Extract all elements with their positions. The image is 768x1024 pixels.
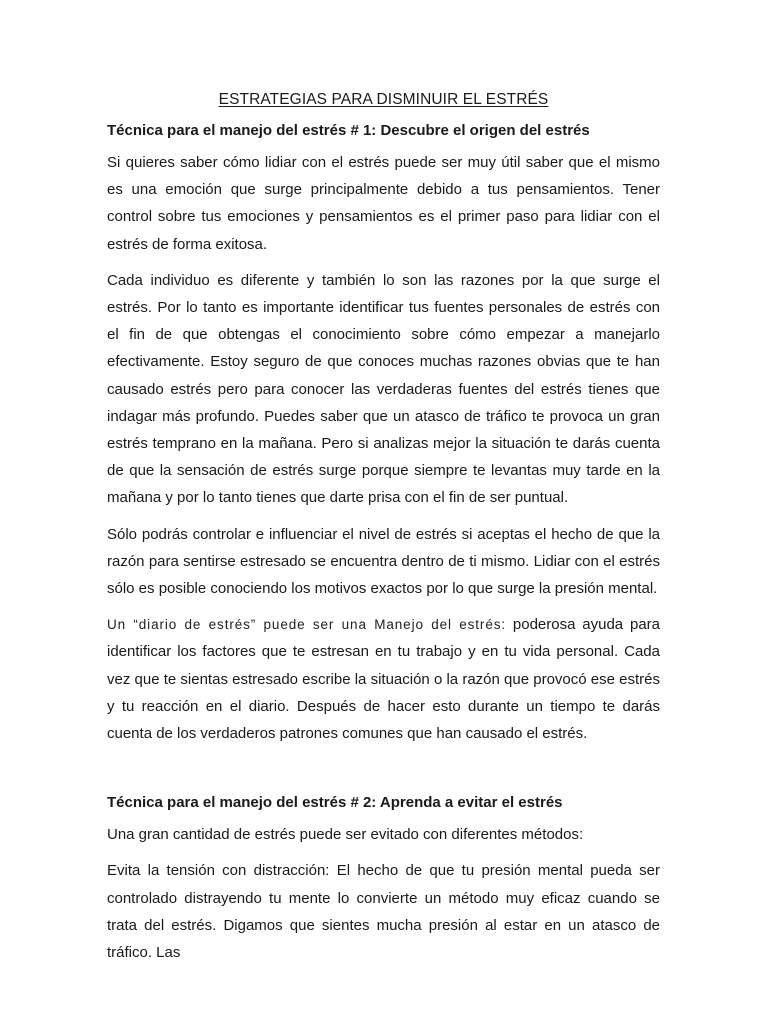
section-1-paragraph-1: Si quieres saber cómo lidiar con el estrés puede ser muy útil saber que el mismo es una emoción que surge principalmente debido a tus pensamientos. Tener control sobre tus emociones y pensamientos es el primer paso para lidiar con el estrés de forma exitosa. (107, 154, 660, 253)
document-body (107, 88, 660, 975)
section-1-paragraph-2: Cada individuo es diferente y también lo son las razones por la que surge el estrés. Por lo tanto es importante identificar tus fuentes personales de estrés con el fin de que obtengas el conocimiento sobre cómo empezar a manejarlo efectivamente. Estoy seguro de que conoces muchas razones obvias que te han causado estrés pero para conocer las verdaderas fuentes del estrés tienes que indagar más profundo. Puedes saber que un atasco de tráfico te provoca un gran estrés temprano en la mañana. Pero si analizas mejor la situación te darás cuenta de que la sensación de estrés surge porque siempre te levantas muy tarde en la mañana y por lo tanto tienes que darte prisa con el fin de ser puntual. (107, 271, 660, 507)
section-2-heading: Técnica para el manejo del estrés # 2: Aprenda a evitar el estrés (107, 794, 563, 812)
section-1-heading: Técnica para el manejo del estrés # 1: Descubre el origen del estrés (107, 122, 590, 139)
section-1-paragraph-4-text: poderosa ayuda para identificar los factores que te estresan en tu trabajo y en tu vida personal. Cada vez que te sientas estresado escribe la situación o la razón que provocó ese estrés y tu reacción en el diario. Después de hacer esto durante un tiempo te darás cuenta de los verdaderos patrones comunes que han causado el estrés. (107, 616, 660, 743)
stress-diary-phrase: Un “diario de estrés” puede ser una Manejo del estrés: (107, 617, 507, 633)
section-2-paragraph-1: Una gran cantidad de estrés puede ser evitado con diferentes métodos: (107, 826, 584, 844)
section-1-paragraph-4 (107, 611, 660, 747)
section-2-paragraph-2: Evita la tensión con distracción: El hecho de que tu presión mental pueda ser controlado distrayendo tu mente lo convierte un método muy eficaz cuando se trata del estrés. Digamos que sientes mucha presión al estar en un atasco de tráfico. Las (107, 862, 660, 962)
document-title: ESTRATEGIAS PARA DISMINUIR EL ESTRÉS (218, 91, 549, 108)
section-1-paragraph-3: Sólo podrás controlar e influenciar el nivel de estrés si aceptas el hecho de que la razón para sentirse estresado se encuentra dentro de ti mismo. Lidiar con el estrés sólo es posible conociendo los motivos exactos por lo que surge la presión mental. (107, 525, 660, 598)
section-spacer (107, 756, 660, 791)
